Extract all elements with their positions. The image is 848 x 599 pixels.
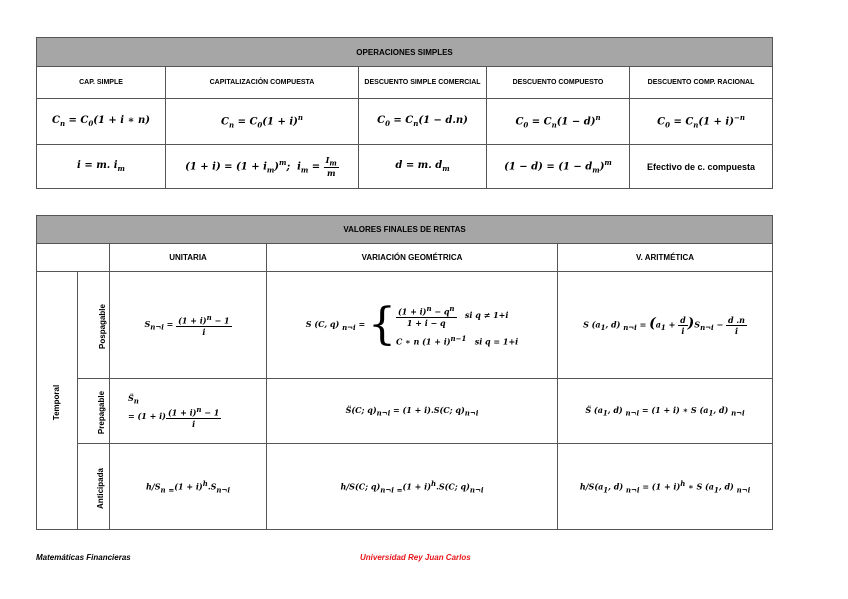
header-cap-simple: CAP. SIMPLE: [37, 67, 166, 99]
formula-cap-compuesta: $C_n = C_0(1 + i)^n$: [166, 99, 359, 145]
empty-header-cell: [37, 244, 110, 272]
condition-q-eq: si q = 1+i: [474, 336, 519, 347]
formula-desc-racional: $C_0 = C_n(1 + i)^{-n}$: [630, 99, 773, 145]
formula-geometrica-anticipada: h/S(C; $q)_{n\neg i}$ $_=(1 + i)^h.S(C$; $q)_{n\neg i}$: [267, 444, 558, 530]
footer-left: Matemáticas Financieras: [36, 553, 131, 562]
header-desc-compuesto: DESCUENTO COMPUESTO: [487, 67, 630, 99]
formula-cap-simple: $C_n = C_0(1 + i$ ∗ n): [37, 99, 166, 145]
formula-desc-compuesto: $C_0 = C_n(1 - d)^n$: [487, 99, 630, 145]
valores-finales-table: [36, 215, 773, 530]
formula-aritmetica-prepagable: S̈ ($a_1$, d) $_{n\neg i}$ = (1 + i) ∗ S ($a_1$, d) $_{n\neg i}$: [558, 379, 773, 444]
header-unitaria: UNITARIA: [110, 244, 267, 272]
formula-tipo-compuesto: $(1 + i) = (1 + i_m)^m$; $i_m$ = $\frac{I_m}{m}$: [166, 145, 359, 189]
formula-unitaria-anticipada: $h/S_n$ $_=(1 + i)^h.S_{n\neg i}$: [110, 444, 267, 530]
header-cap-compuesta: CAPITALIZACIÓN COMPUESTA: [166, 67, 359, 99]
formula-desc-simple: $C_0 = C_n(1 - d.n)$: [359, 99, 487, 145]
header-desc-racional: DESCUENTO COMP. RACIONAL: [630, 67, 773, 99]
table2-title: VALORES FINALES DE RENTAS: [37, 216, 773, 244]
header-desc-simple: DESCUENTO SIMPLE COMERCIAL: [359, 67, 487, 99]
temporal-label: Temporal: [52, 384, 62, 420]
formula-aritmetica-pospagable: S ($a_1$, d) $_{n\neg i} = (a_1$ + $\frac{d}{i}$ )$S_{n\neg i}$ − $\frac{d .n}{i}$: [558, 272, 773, 379]
formula-aritmetica-anticipada: $h/S(a_1$, d) $_{n\neg i} = (1 + i)^h$ ∗ S ($a_1$, d) $_{n\neg i}$: [558, 444, 773, 530]
temporal-group: [37, 272, 78, 530]
row-anticipada: [78, 444, 110, 530]
formula-desc-tipo: d = m. $d_m$: [359, 145, 487, 189]
row-prepagable: [78, 379, 110, 444]
formula-tipo-simple: i = m. $i_m$: [37, 145, 166, 189]
pospagable-label: Pospagable: [97, 304, 107, 349]
condition-q-ne: si q ≠ 1+i: [464, 309, 509, 320]
table1-title: OPERACIONES SIMPLES: [37, 38, 773, 67]
row-pospagable: [78, 272, 110, 379]
formula-unitaria-prepagable: $S̈_n$ = (1 + i) $\frac{(1 + i)^n - 1}{i}$: [110, 379, 267, 444]
operaciones-simples-table: [36, 37, 773, 189]
efectivo-text: Efectivo de c. compuesta: [630, 145, 773, 189]
formula-geometrica-prepagable: S̈(C; $q)_{n\neg i} = (1 + i).S(C$; $q)_{n\neg i}$: [267, 379, 558, 444]
formula-unitaria-pospagable: $S_{n\neg i}$ = $\frac{(1 + i)^n - 1}{i}$: [110, 272, 267, 379]
footer-right: Universidad Rey Juan Carlos: [360, 553, 471, 562]
formula-desc-compuesto-tipo: $(1 - d) = (1 - d_m)^m$: [487, 145, 630, 189]
header-v-aritmetica: V. ARITMÉTICA: [558, 244, 773, 272]
header-variacion-geometrica: VARIACIÓN GEOMÉTRICA: [267, 244, 558, 272]
prepagable-label: Prepagable: [97, 390, 107, 435]
anticipada-label: Anticipada: [95, 467, 105, 509]
formula-geometrica-pospagable: S (C, q) $_{n\neg i}$ = { $\frac{(1 + i)^n - q^n}{1 + i - q}$ si q ≠ 1+i C ∗ n $(1 + i)^{n-1}$ si q = 1+i: [267, 272, 558, 379]
